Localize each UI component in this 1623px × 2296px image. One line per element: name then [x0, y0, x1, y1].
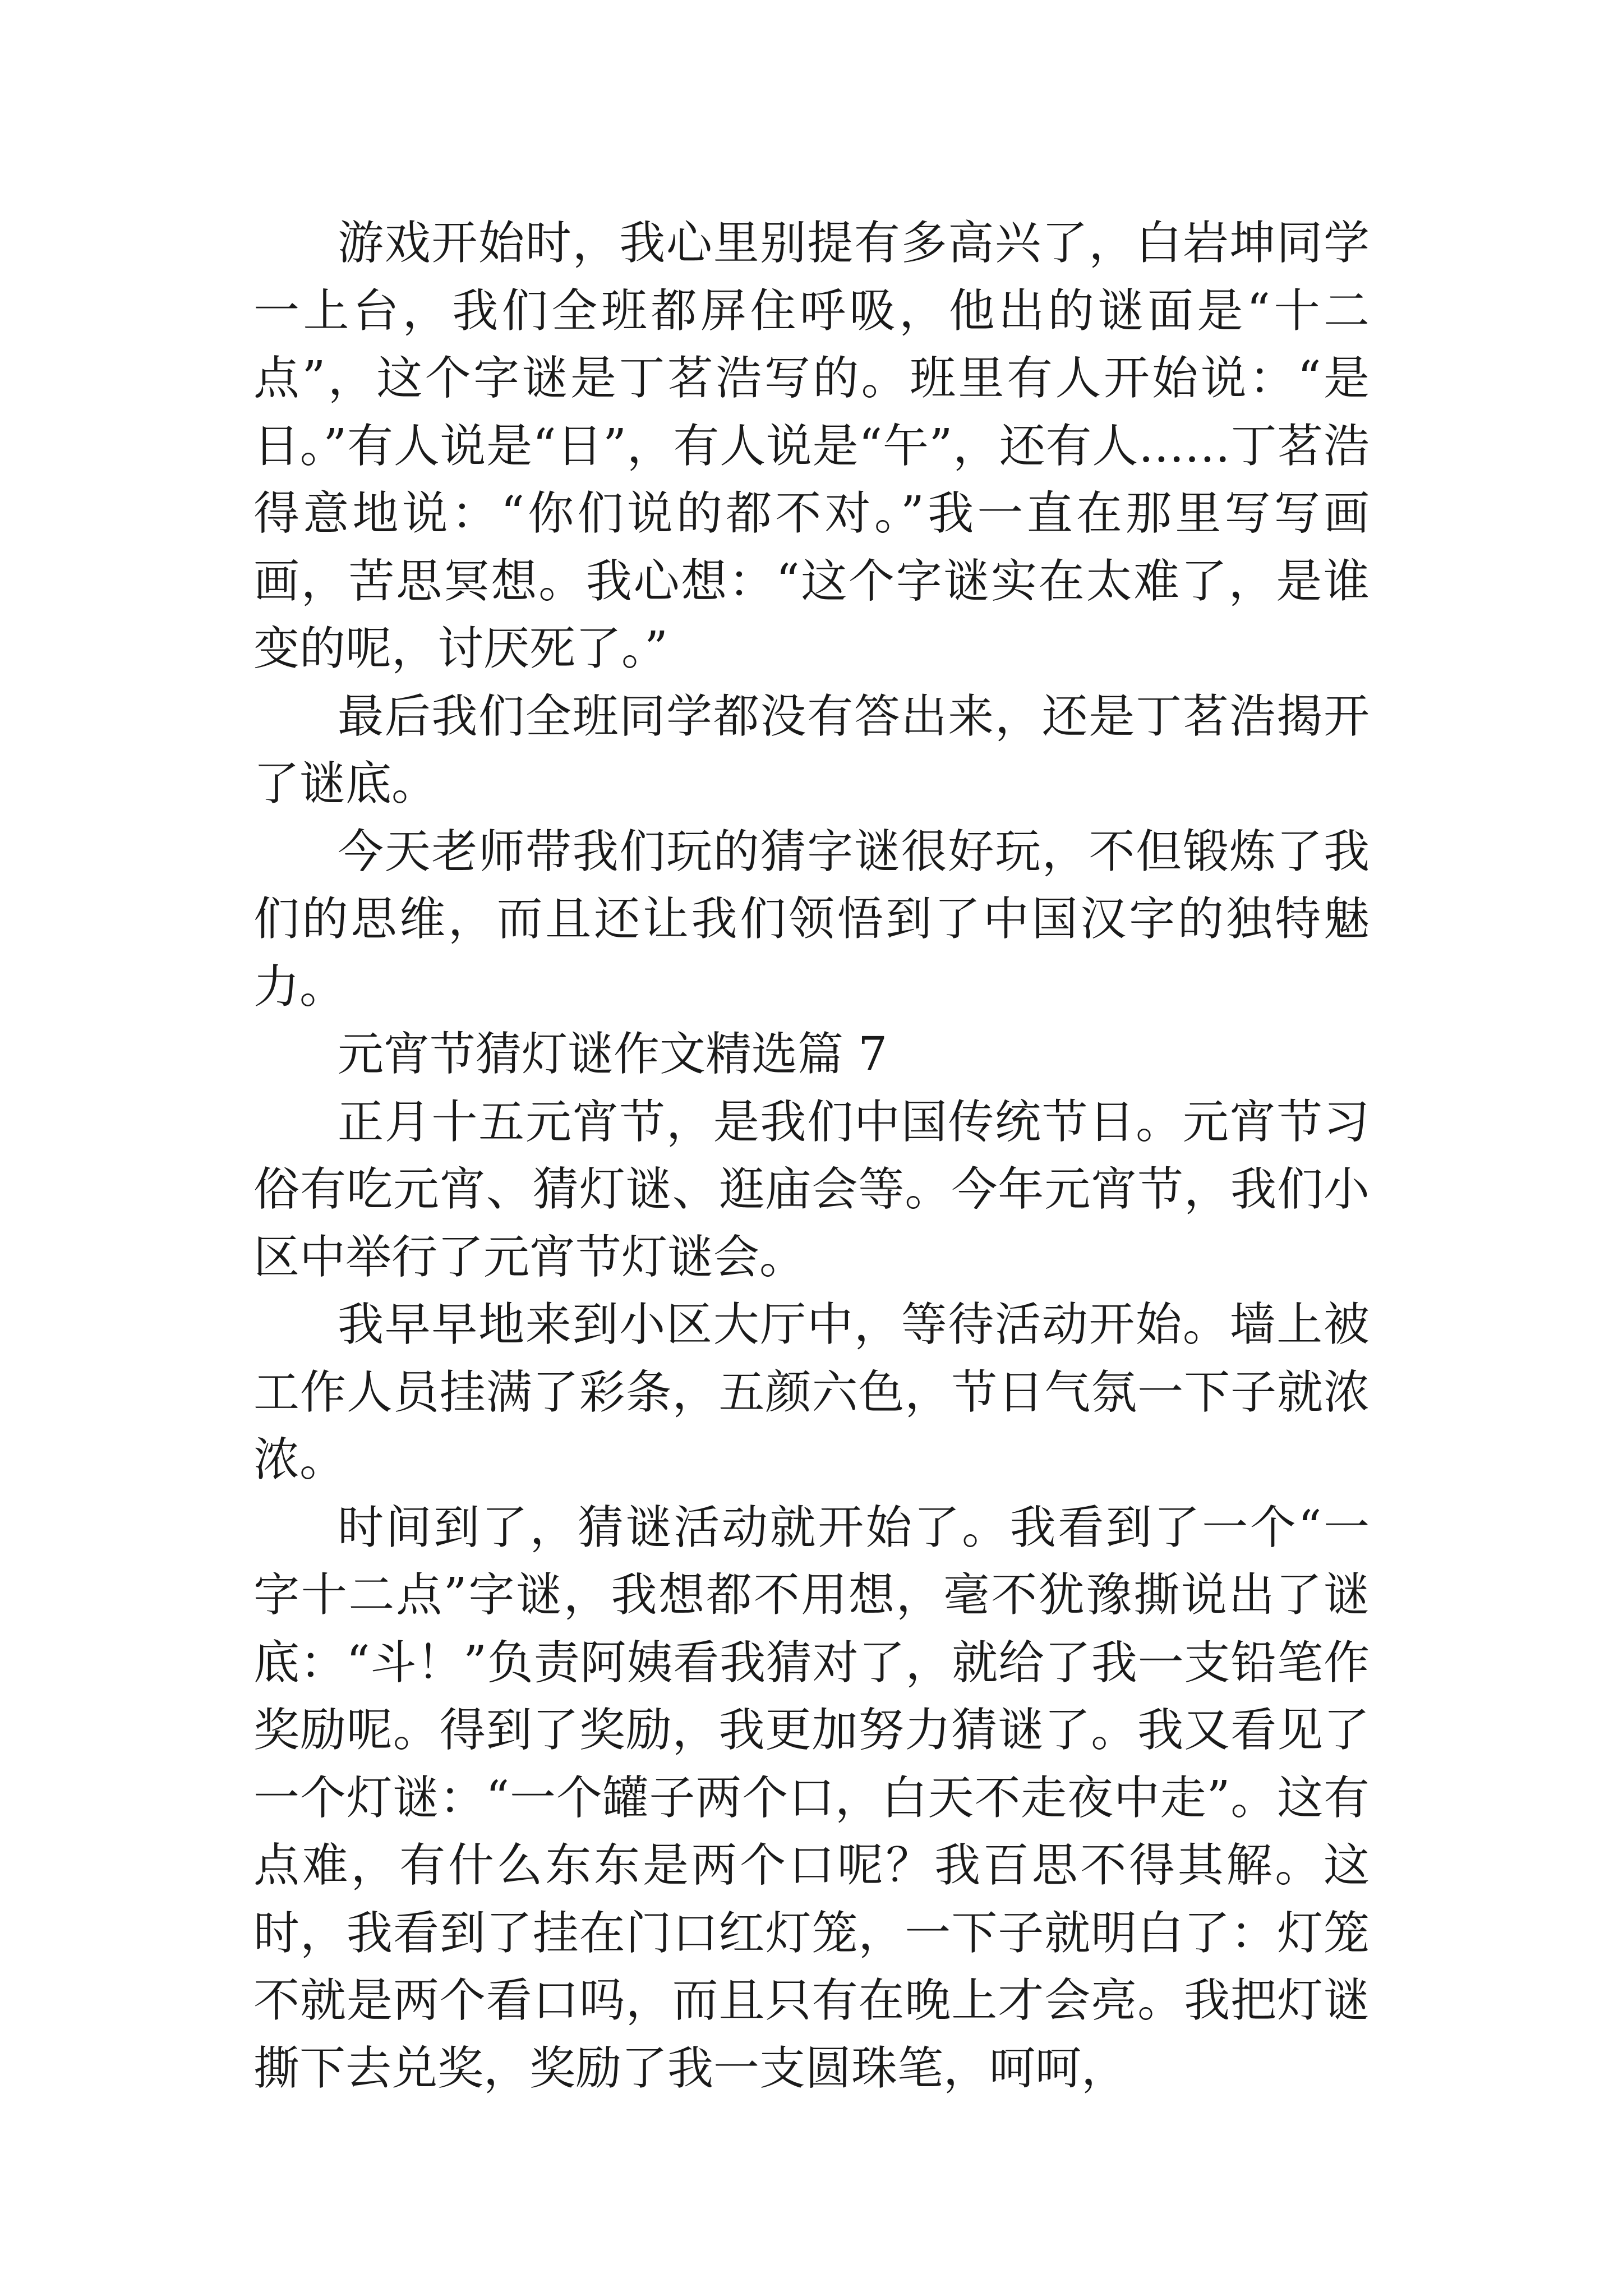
paragraph-riddle-game: 游戏开始时，我心里别提有多高兴了，白岩坤同学一上台，我们全班都屏住呼吸，他出的谜面是“十二点”，这个字谜是丁茗浩写的。班里有人开始说：“是日。”有人说是“日”，有人说是“午”，还有人……丁茗浩得意地说：“你们说的都不对。”我一直在那里写写画画，苦思冥想。我心想：“这个字谜实在太难了，是谁变的呢，讨厌死了。”: [253, 217, 1370, 675]
document-body: [253, 210, 1370, 2102]
paragraph-riddle-activity: 时间到了，猜谜活动就开始了。我看到了一个“一字十二点”字谜，我想都不用想，毫不犹豫撕说出了谜底：“斗！”负责阿姨看我猜对了，就给了我一支铅笔作奖励呢。得到了奖励，我更加努力猜谜了。我又看见了一个灯谜：“一个罐子两个口，白天不走夜中走”。这有点难，有什么东东是两个口呢？我百思不得其解。这时，我看到了挂在门口红灯笼，一下子就明白了：灯笼不就是两个看口吗，而且只有在晚上才会亮。我把灯谜撕下去兑奖，奖励了我一支圆珠笔，呵呵，: [253, 1501, 1370, 2095]
paragraph-hall-decoration: 我早早地来到小区大厅中，等待活动开始。墙上被工作人员挂满了彩条，五颜六色，节日气氛一下子就浓浓。: [253, 1298, 1370, 1487]
paragraph-conclusion: 今天老师带我们玩的猜字谜很好玩，不但锻炼了我们的思维，而且还让我们领悟到了中国汉字的独特魅力。: [253, 825, 1370, 1014]
section-title: 元宵节猜灯谜作文精选篇 7: [338, 1028, 888, 1081]
paragraph-riddle-answer: 最后我们全班同学都没有答出来，还是丁茗浩揭开了谜底。: [253, 689, 1370, 811]
paragraph-lantern-festival-intro: 正月十五元宵节，是我们中国传统节日。元宵节习俗有吃元宵、猜灯谜、逛庙会等。今年元宵节，我们小区中举行了元宵节灯谜会。: [253, 1095, 1370, 1284]
